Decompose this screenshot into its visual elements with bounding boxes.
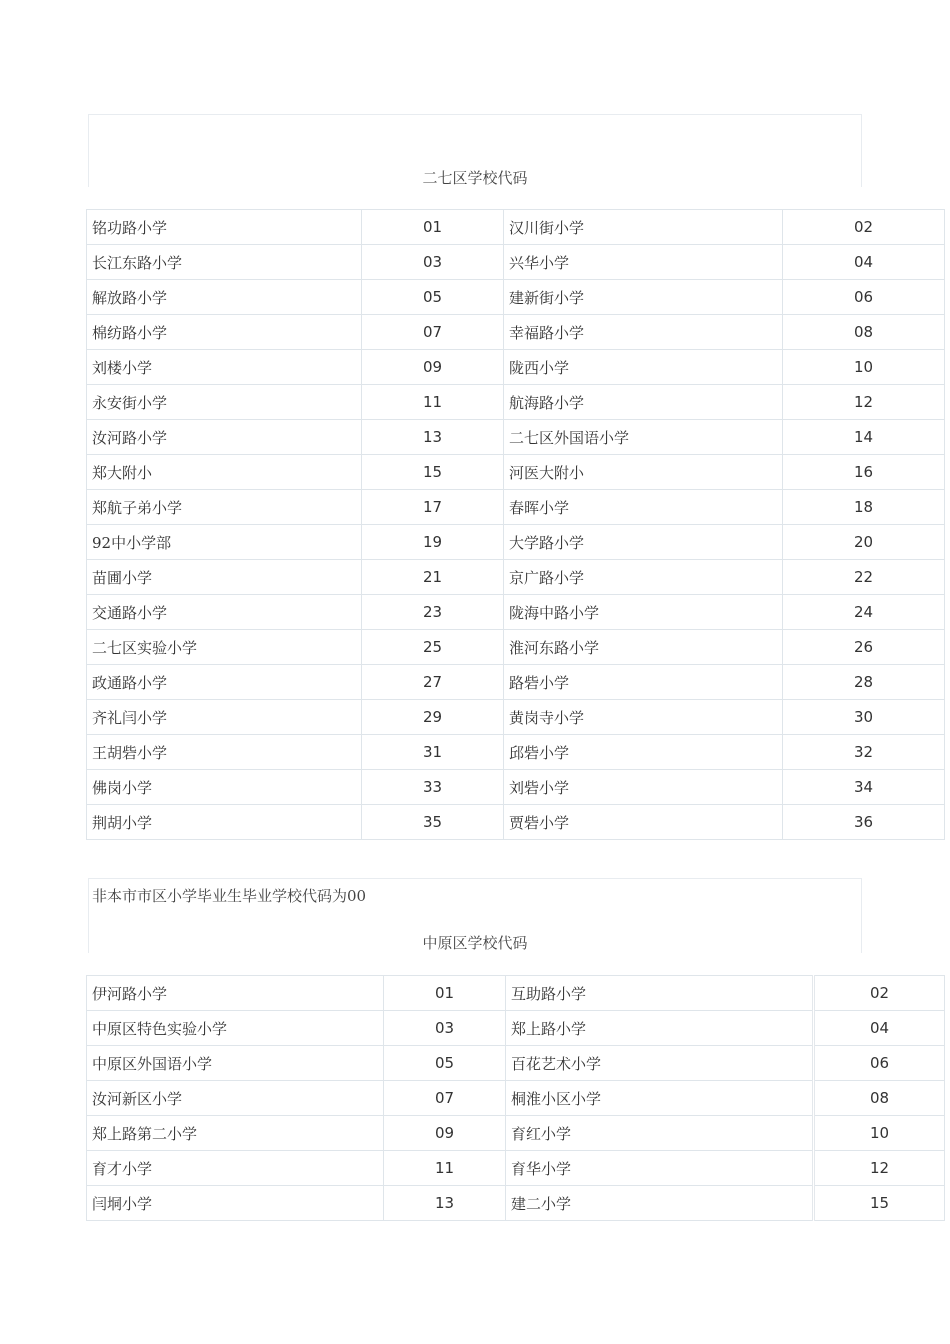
table-row — [87, 805, 945, 840]
school-name: 刘楼小学 — [87, 350, 362, 385]
school-code: 05 — [384, 1046, 506, 1081]
school-code: 32 — [783, 735, 945, 770]
school-name: 铭功路小学 — [87, 210, 362, 245]
school-name: 汉川街小学 — [504, 210, 783, 245]
school-code: 28 — [783, 665, 945, 700]
table-row — [87, 525, 945, 560]
school-name: 92中小学部 — [87, 525, 362, 560]
school-code: 01 — [362, 210, 504, 245]
school-name: 育华小学 — [506, 1151, 814, 1186]
school-name: 建二小学 — [506, 1186, 814, 1221]
school-code: 35 — [362, 805, 504, 840]
school-name: 黄岗寺小学 — [504, 700, 783, 735]
school-name: 郑航子弟小学 — [87, 490, 362, 525]
erqi-code-table — [86, 209, 945, 840]
table-row — [87, 1116, 945, 1151]
school-code: 02 — [783, 210, 945, 245]
zhongyuan-section-title: 中原区学校代码 — [422, 934, 528, 952]
school-name: 贾砦小学 — [504, 805, 783, 840]
school-code: 19 — [362, 525, 504, 560]
school-name: 中原区特色实验小学 — [87, 1011, 384, 1046]
school-code: 07 — [362, 315, 504, 350]
school-name: 路砦小学 — [504, 665, 783, 700]
school-name: 永安街小学 — [87, 385, 362, 420]
school-code: 09 — [384, 1116, 506, 1151]
school-name: 互助路小学 — [506, 976, 814, 1011]
table-row — [87, 770, 945, 805]
school-code: 12 — [814, 1151, 945, 1186]
school-code: 05 — [362, 280, 504, 315]
school-code: 36 — [783, 805, 945, 840]
school-name: 长江东路小学 — [87, 245, 362, 280]
school-code: 02 — [814, 976, 945, 1011]
school-name: 二七区实验小学 — [87, 630, 362, 665]
school-code: 16 — [783, 455, 945, 490]
school-name: 桐淮小区小学 — [506, 1081, 814, 1116]
table-row — [87, 1151, 945, 1186]
school-name: 汝河新区小学 — [87, 1081, 384, 1116]
school-name: 淮河东路小学 — [504, 630, 783, 665]
school-name: 陇海中路小学 — [504, 595, 783, 630]
school-name: 二七区外国语小学 — [504, 420, 783, 455]
school-code: 25 — [362, 630, 504, 665]
school-name: 育才小学 — [87, 1151, 384, 1186]
school-name: 闫垌小学 — [87, 1186, 384, 1221]
zhongyuan-code-table — [86, 975, 945, 1221]
school-name: 兴华小学 — [504, 245, 783, 280]
school-name: 京广路小学 — [504, 560, 783, 595]
school-code: 29 — [362, 700, 504, 735]
table-row — [87, 490, 945, 525]
school-name: 育红小学 — [506, 1116, 814, 1151]
table-row — [87, 280, 945, 315]
table-row — [87, 420, 945, 455]
school-code: 11 — [362, 385, 504, 420]
school-code: 07 — [384, 1081, 506, 1116]
school-code: 30 — [783, 700, 945, 735]
school-code: 01 — [384, 976, 506, 1011]
school-name: 荆胡小学 — [87, 805, 362, 840]
table-row — [87, 245, 945, 280]
table-row — [87, 595, 945, 630]
school-code: 08 — [814, 1081, 945, 1116]
school-code: 04 — [783, 245, 945, 280]
school-code: 22 — [783, 560, 945, 595]
school-code: 03 — [362, 245, 504, 280]
school-code: 08 — [783, 315, 945, 350]
school-name: 百花艺术小学 — [506, 1046, 814, 1081]
school-name: 邱砦小学 — [504, 735, 783, 770]
school-name: 交通路小学 — [87, 595, 362, 630]
table-row — [87, 560, 945, 595]
school-code: 18 — [783, 490, 945, 525]
table-row — [87, 350, 945, 385]
school-name: 政通路小学 — [87, 665, 362, 700]
school-name: 郑大附小 — [87, 455, 362, 490]
table-row — [87, 385, 945, 420]
school-name: 苗圃小学 — [87, 560, 362, 595]
table-row — [87, 1081, 945, 1116]
school-name: 汝河路小学 — [87, 420, 362, 455]
school-name: 建新街小学 — [504, 280, 783, 315]
school-name: 陇西小学 — [504, 350, 783, 385]
school-name: 王胡砦小学 — [87, 735, 362, 770]
school-code: 03 — [384, 1011, 506, 1046]
school-code: 31 — [362, 735, 504, 770]
table-row — [87, 1186, 945, 1221]
school-code: 12 — [783, 385, 945, 420]
table-row — [87, 700, 945, 735]
school-code: 15 — [814, 1186, 945, 1221]
school-name: 郑上路小学 — [506, 1011, 814, 1046]
table-row — [87, 665, 945, 700]
school-name: 中原区外国语小学 — [87, 1046, 384, 1081]
school-code: 06 — [814, 1046, 945, 1081]
school-name: 齐礼闫小学 — [87, 700, 362, 735]
school-name: 佛岗小学 — [87, 770, 362, 805]
table-row — [87, 735, 945, 770]
erqi-section-title: 二七区学校代码 — [422, 169, 528, 187]
school-name: 解放路小学 — [87, 280, 362, 315]
table-row — [87, 455, 945, 490]
school-code: 06 — [783, 280, 945, 315]
school-name: 棉纺路小学 — [87, 315, 362, 350]
school-code: 23 — [362, 595, 504, 630]
school-code: 09 — [362, 350, 504, 385]
school-code: 10 — [783, 350, 945, 385]
table-row — [87, 1011, 945, 1046]
table-row — [87, 976, 945, 1011]
table-row — [87, 210, 945, 245]
table-row — [87, 1046, 945, 1081]
school-name: 大学路小学 — [504, 525, 783, 560]
school-code: 21 — [362, 560, 504, 595]
zhongyuan-title-box — [88, 878, 862, 953]
school-name: 伊河路小学 — [87, 976, 384, 1011]
school-name: 航海路小学 — [504, 385, 783, 420]
school-code: 33 — [362, 770, 504, 805]
table-row — [87, 630, 945, 665]
school-name: 春晖小学 — [504, 490, 783, 525]
school-name: 刘砦小学 — [504, 770, 783, 805]
erqi-title-box — [88, 114, 862, 187]
school-code: 14 — [783, 420, 945, 455]
school-code: 26 — [783, 630, 945, 665]
table-row — [87, 315, 945, 350]
school-code: 11 — [384, 1151, 506, 1186]
school-code: 13 — [362, 420, 504, 455]
school-code: 27 — [362, 665, 504, 700]
school-code: 17 — [362, 490, 504, 525]
school-code: 10 — [814, 1116, 945, 1151]
school-code: 15 — [362, 455, 504, 490]
non-local-note: 非本市市区小学毕业生毕业学校代码为00 — [92, 887, 367, 905]
school-code: 20 — [783, 525, 945, 560]
school-code: 24 — [783, 595, 945, 630]
school-name: 郑上路第二小学 — [87, 1116, 384, 1151]
school-name: 河医大附小 — [504, 455, 783, 490]
school-code: 13 — [384, 1186, 506, 1221]
school-code: 04 — [814, 1011, 945, 1046]
school-code: 34 — [783, 770, 945, 805]
school-name: 幸福路小学 — [504, 315, 783, 350]
